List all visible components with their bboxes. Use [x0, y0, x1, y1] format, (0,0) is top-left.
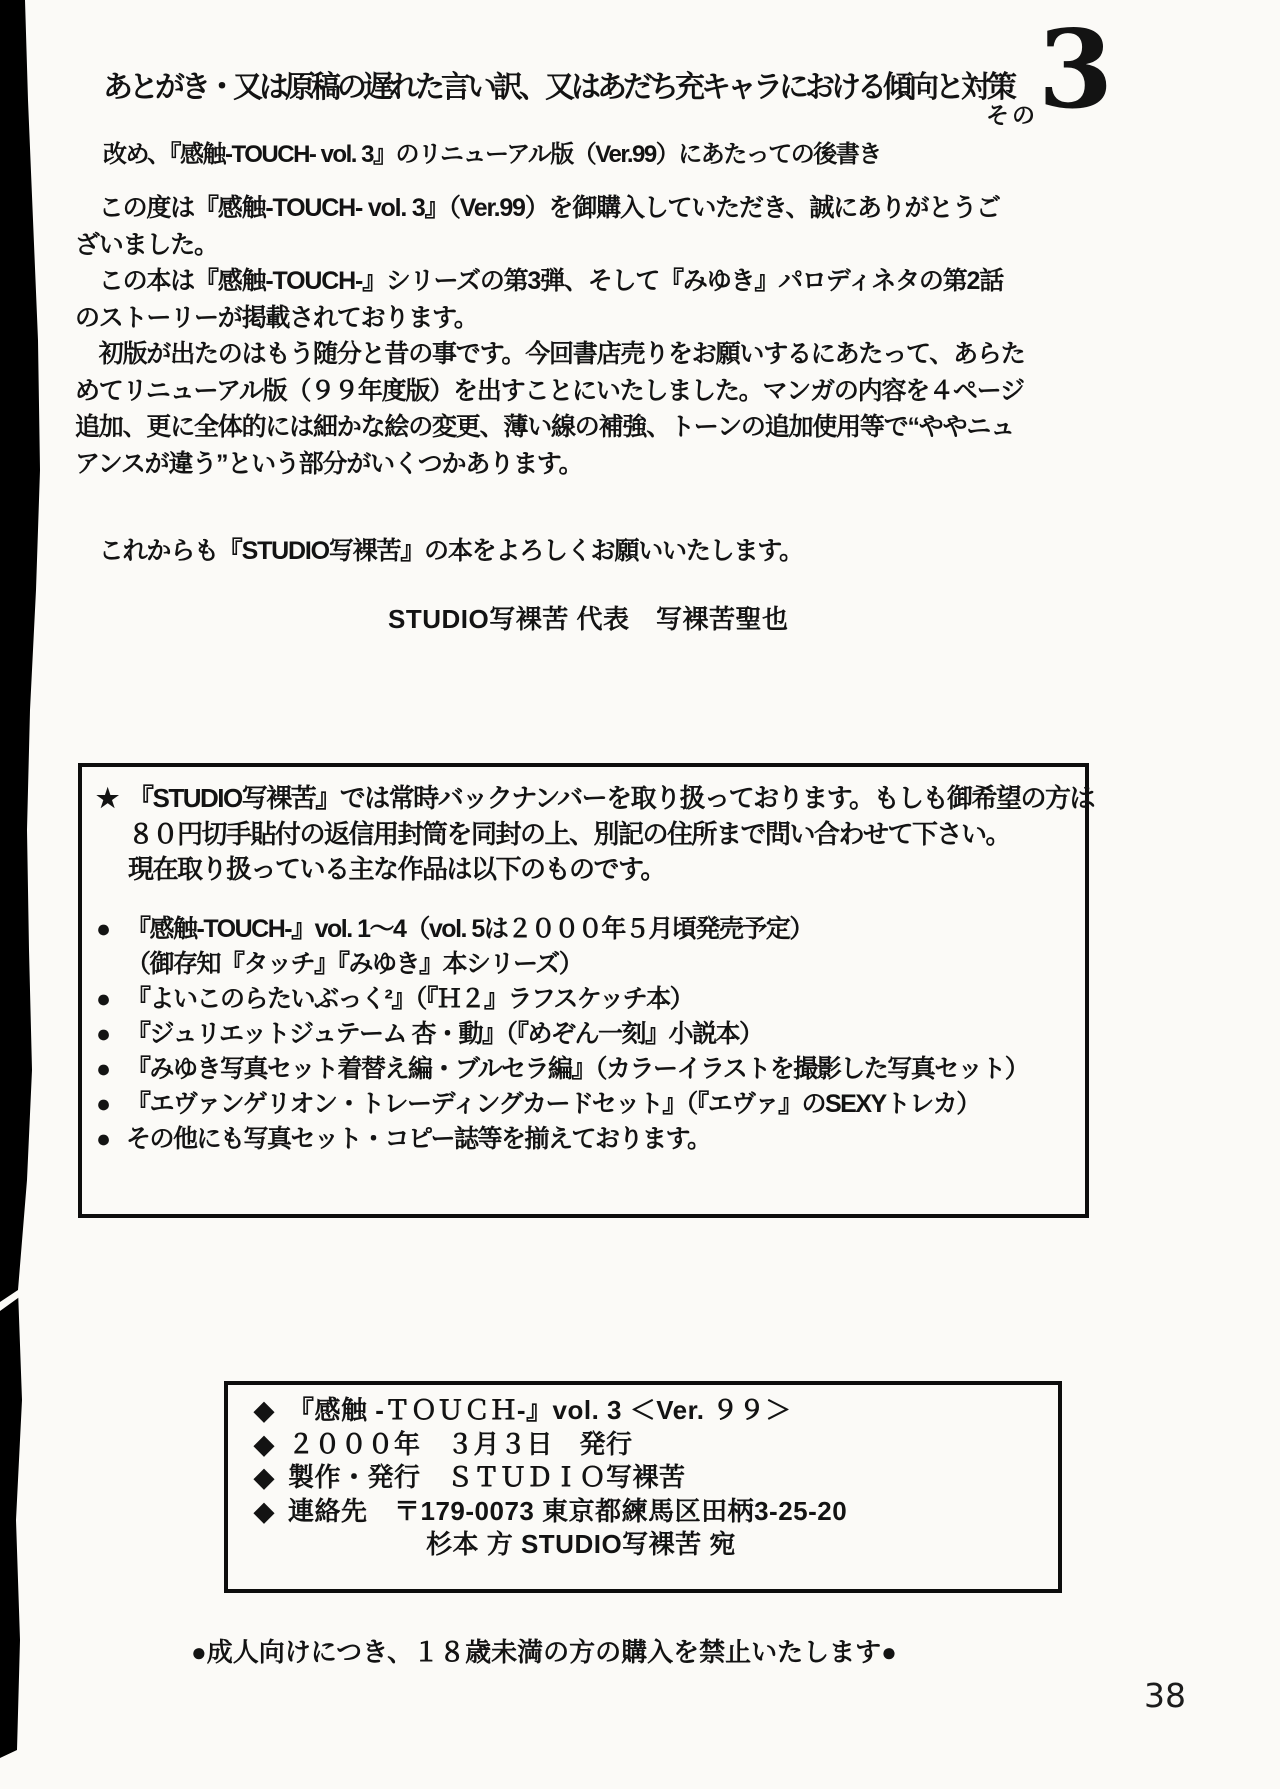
item-text: 『感触-TOUCH-』vol. 1～4（vol. 5は２０００年５月頃発売予定）	[126, 914, 813, 943]
body-line: めてリニューアル版（９９年度版）を出すことにいたしました。マンガの内容を４ページ	[75, 376, 1024, 405]
star-icon: ★	[96, 783, 118, 813]
colophon-row	[254, 1461, 1048, 1495]
afterword-body	[75, 190, 1085, 482]
item-text: （御存知『タッチ』『みゆき』本シリーズ）	[126, 949, 583, 978]
body-line: ざいました。	[75, 230, 218, 259]
colophon-text: 杉本 方 STUDIO写裸苦 宛	[426, 1529, 736, 1559]
body-line: この本は『感触-TOUCH-』シリーズの第3弾、そして『みゆき』パロディネタの第2話	[75, 267, 1004, 295]
closing-line: これからも『STUDIO写裸苦』の本をよろしくお願いいたします。	[75, 537, 803, 565]
colophon-row	[426, 1528, 1048, 1562]
body-line: アンスが違う”という部分がいくつかあります。	[75, 449, 583, 478]
page-number: 38	[1144, 1676, 1186, 1715]
bullet-icon: ●	[96, 1054, 112, 1083]
diamond-icon: ◆	[254, 1462, 274, 1492]
colophon-text: ２０００年 ３月３日 発行	[288, 1428, 633, 1459]
colophon-box	[224, 1381, 1062, 1593]
body-line: この度は『感触-TOUCH- vol. 3』（Ver.99）を御購入していただき、誠にありがとうご	[75, 194, 1000, 222]
item-text: 『ジュリエットジュテーム 杏・動』（『めぞん一刻』小説本）	[126, 1019, 763, 1048]
backnumber-box	[78, 763, 1095, 1218]
intro-text: 『STUDIO写裸苦』では常時バックナンバーを取り扱っております。もしも御希望の方は	[128, 783, 1095, 813]
diamond-icon: ◆	[254, 1395, 274, 1425]
body-line: 追加、更に全体的には細かな絵の変更、薄い線の補強、トーンの追加使用等で“ややニュ	[75, 413, 1015, 441]
afterword-subtitle: 改め、『感触-TOUCH- vol. 3』のリニューアル版（Ver.99）にあたっての後書き	[103, 141, 881, 168]
bullet-icon: ●	[96, 1124, 112, 1153]
colophon-text: 『感触 -ＴＯＵＣＨ-』vol. 3 ＜Ver. ９９＞	[288, 1395, 792, 1425]
backnumber-item	[96, 1122, 1073, 1157]
body-line: のストーリーが掲載されております。	[75, 303, 478, 332]
bullet-icon: ●	[96, 1089, 112, 1118]
colophon-row	[254, 1394, 1048, 1428]
item-text: 『みゆき写真セット着替え編・ブルセラ編』（カラーイラストを撮影した写真セット）	[126, 1054, 1029, 1083]
afterword-title: あとがき・又は原稿の遅れた言い訳、又はあだち充キャラにおける傾向と対策	[103, 71, 1013, 104]
adult-notice: ●成人向けにつき、１８歳未満の方の購入を禁止いたします●	[191, 1637, 897, 1667]
backnumber-item	[96, 1017, 1073, 1052]
backnumber-item	[96, 982, 1073, 1017]
diamond-icon: ◆	[254, 1495, 274, 1526]
scan-binding-artifact	[0, 0, 48, 1789]
backnumber-item	[96, 1087, 1073, 1122]
backnumber-item-list	[96, 912, 1073, 1157]
body-line: 初版が出たのはもう随分と昔の事です。今回書店売りをお願いするにあたって、あらた	[75, 340, 1025, 368]
backnumber-intro-line: 現在取り扱っている主な作品は以下のものです。	[128, 854, 665, 884]
colophon-text: 連絡先 〒179-0073 東京都練馬区田柄3-25-20	[288, 1495, 848, 1526]
title-part-number: 3	[1038, 7, 1114, 133]
item-text: 『よいこのらたいぶっく²』（『Ｈ２』ラフスケッチ本）	[126, 984, 694, 1013]
bullet-icon: ●	[96, 984, 112, 1013]
backnumber-intro-line	[96, 781, 1095, 817]
diamond-icon: ◆	[254, 1428, 274, 1459]
colophon-row	[254, 1495, 1048, 1529]
item-text: その他にも写真セット・コピー誌等を揃えております。	[126, 1124, 711, 1153]
backnumber-item	[96, 1052, 1073, 1087]
title-part-label: その	[986, 102, 1038, 128]
backnumber-intro-line: ８０円切手貼付の返信用封筒を同封の上、別記の住所まで問い合わせて下さい。	[128, 818, 1011, 849]
backnumber-item	[96, 912, 1073, 947]
item-text: 『エヴァンゲリオン・トレーディングカードセット』（『エヴァ』のSEXYトレカ）	[126, 1089, 980, 1118]
colophon-text: 製作・発行 ＳＴＵＤＩＯ写裸苦	[288, 1462, 686, 1492]
colophon-row	[254, 1428, 1048, 1462]
bullet-icon: ●	[96, 1019, 112, 1048]
backnumber-item	[96, 947, 1073, 982]
bullet-icon: ●	[96, 914, 112, 943]
signature-line: STUDIO写裸苦 代表 写裸苦聖也	[388, 604, 789, 634]
